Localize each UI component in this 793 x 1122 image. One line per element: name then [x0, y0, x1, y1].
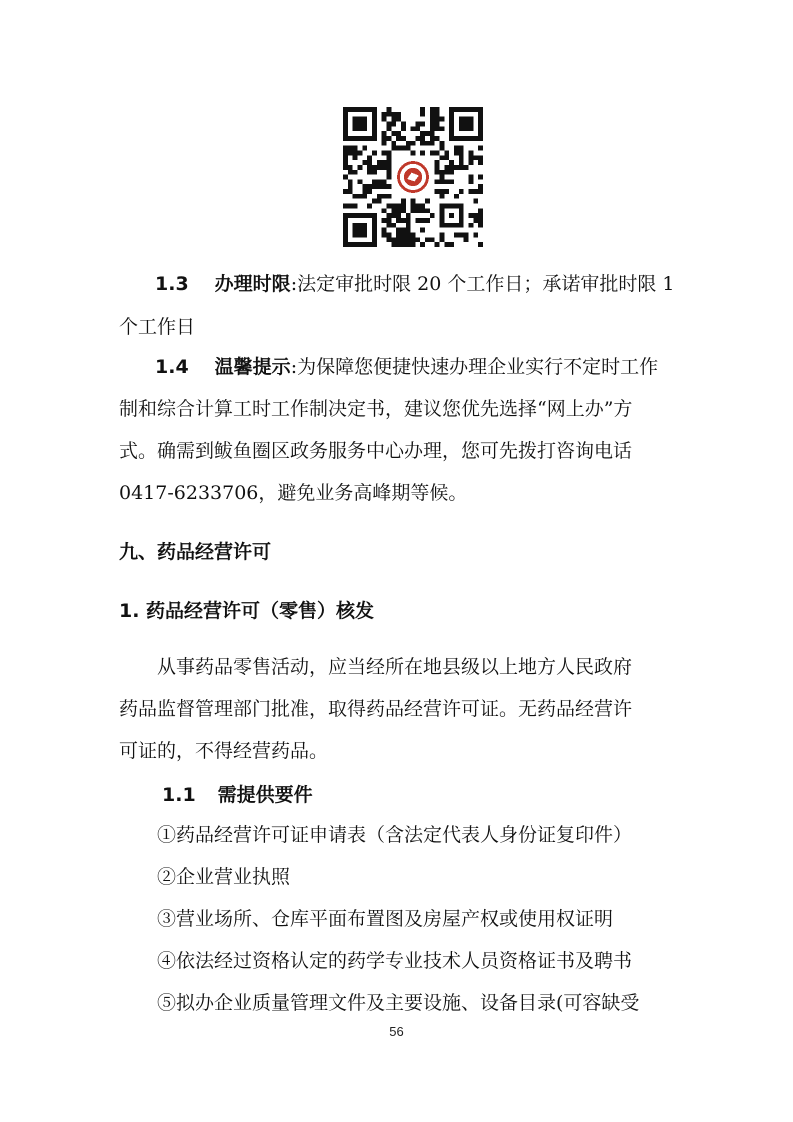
chapter-title: 九、药品经营许可 [119, 541, 272, 563]
list-item: ③营业场所、仓库平面布置图及房屋产权或使用权证明 [157, 908, 614, 930]
list-item: ④依法经过资格认定的药学专业技术人员资格证书及聘书 [157, 950, 633, 972]
section-1-1 [162, 780, 313, 810]
paragraph-line: 可证的，不得经营药品。 [119, 740, 329, 762]
section-number: 1.1 [162, 784, 196, 806]
section-label: 需提供要件 [217, 784, 313, 806]
paragraph-line: 0417-6233706，避免业务高峰期等候。 [119, 482, 468, 504]
section-1-4 [155, 352, 658, 382]
qr-code-icon [343, 107, 483, 247]
paragraph-line: 为保障您便捷快速办理企业实行不定时工作 [297, 356, 659, 378]
list-item: ②企业营业执照 [157, 866, 291, 888]
item-title: 1. 药品经营许可（零售）核发 [119, 600, 375, 622]
section-number: 1.4 [155, 356, 189, 378]
section-label: 办理时限 [214, 273, 291, 295]
paragraph-line: 药品监督管理部门批准，取得药品经营许可证。无药品经营许 [119, 698, 633, 720]
label-colon: : [290, 273, 298, 295]
section-number: 1.3 [155, 273, 189, 295]
paragraph-line: 式。确需到鲅鱼圈区政务服务中心办理，您可先拨打咨询电话 [119, 440, 633, 462]
list-item: ⑤拟办企业质量管理文件及主要设施、设备目录(可容缺受 [157, 992, 640, 1014]
paragraph-line: 从事药品零售活动，应当经所在地县级以上地方人民政府 [157, 656, 633, 678]
section-label: 温馨提示 [214, 356, 291, 378]
section-1-3 [155, 269, 674, 299]
page-number: 56 [389, 1024, 404, 1039]
paragraph-line: 法定审批时限 20 个工作日；承诺审批时限 1 [297, 273, 675, 295]
list-item: ①药品经营许可证申请表（含法定代表人身份证复印件） [157, 824, 633, 846]
label-colon: : [290, 356, 298, 378]
paragraph-line: 制和综合计算工时工作制决定书，建议您优先选择“网上办”方 [119, 398, 633, 420]
paragraph-line: 个工作日 [119, 316, 196, 338]
